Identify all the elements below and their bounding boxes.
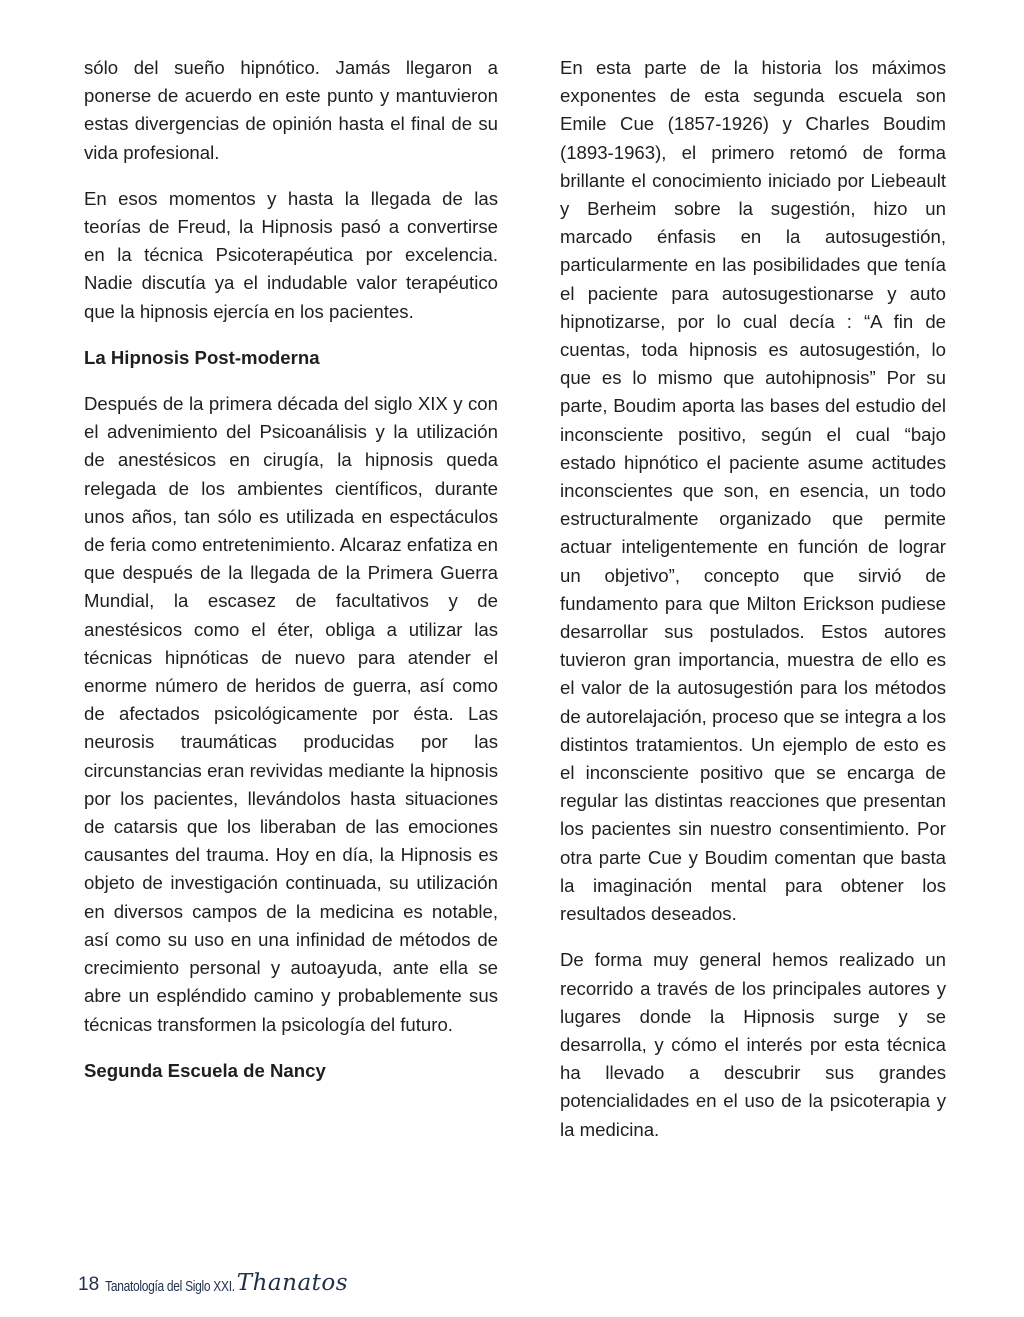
publication-name: Tanatología del Siglo XXI. — [105, 1277, 235, 1295]
left-column — [84, 54, 498, 1103]
left-paragraph-1: sólo del sueño hipnótico. Jamás llegaron a ponerse de acuerdo en este punto y mantuvieron estas divergencias de opinión hasta el final de su vida profesional. — [84, 57, 498, 163]
page-number: 18 — [78, 1274, 100, 1295]
right-column — [560, 54, 946, 1162]
left-paragraph-3: Después de la primera década del siglo XIX y con el advenimiento del Psicoanálisis y la utilización de anestésicos en cirugía, la hipnosis queda relegada de los ambientes científicos, durante unos años, tan sólo es utilizada en espectáculos de feria como entretenimiento. Alcaraz enfatiza en que después de la llegada de la Primera Guerra Mundial, la escasez de facultativos y de anestésicos como el éter, obliga a utilizar las técnicas hipnóticas de nuevo para atender el enorme número de heridos de guerra, así como de afectados psicológicamente por ésta. Las neurosis traumáticas producidas por las circunstancias eran revividas mediante la hipnosis por los pacientes, llevándolos hasta situaciones de catarsis que los liberaban de las emociones causantes del trauma. Hoy en día, la Hipnosis es objeto de investigación continuada, su utilización en diversos campos de la medicina es notable, así como su uso en una infinidad de métodos de crecimiento personal y autoayuda, ante ella se abre un espléndido camino y probablemente sus técnicas transformen la psicología del futuro. — [84, 393, 498, 1035]
section-heading-segunda-escuela: Segunda Escuela de Nancy — [84, 1059, 326, 1081]
page-footer — [78, 1270, 348, 1296]
section-heading-post-moderna: La Hipnosis Post-moderna — [84, 346, 320, 368]
right-paragraph-2: De forma muy general hemos realizado un recorrido a través de los principales autores y lugares donde la Hipnosis surge y se desarrolla, y cómo el interés por esta técnica ha llevado a descubrir sus grandes potencialidades en el uso de la psicoterapia y la medicina. — [560, 949, 946, 1140]
thanatos-logo: Thanatos — [236, 1270, 349, 1296]
left-paragraph-2: En esos momentos y hasta la llegada de las teorías de Freud, la Hipnosis pasó a convertirse en la técnica Psicoterapéutica por excelencia. Nadie discutía ya el indudable valor terapéutico que la hipnosis ejercía en los pacientes. — [84, 187, 498, 322]
right-paragraph-1: En esta parte de la historia los máximos exponentes de esta segunda escuela son Emile Cue (1857-1926) y Charles Boudim (1893-1963), el primero retomó de forma brillante el conocimiento iniciado por Liebeault y Berheim sobre la sugestión, hizo un marcado énfasis en la autosugestión, particularmente en las posibilidades que tenía el paciente para autosugestionarse y auto hipnotizarse, por lo cual decía : “A fin de cuentas, toda hipnosis es autosugestión, lo que es lo mismo que autohipnosis” Por su parte, Boudim aporta las bases del estudio del inconsciente positivo, según el cual “bajo estado hipnótico el paciente asume actitudes inconscientes que son, en esencia, un todo estructuralmente organizado que permite actuar inteligentemente en función de lograr un objetivo”, concepto que sirvió de fundamento para que Milton Erickson pudiese desarrollar sus postulados. Estos autores tuvieron gran importancia, muestra de ello es el valor de la autosugestión para los métodos de autorelajación, proceso que se integra a los distintos tratamientos. Un ejemplo de esto es el inconsciente positivo que se encarga de regular las distintas reacciones que presentan los pacientes sin nuestro consentimiento. Por otra parte Cue y Boudim comentan que basta la imaginación mental para obtener los resultados deseados. — [560, 57, 946, 925]
